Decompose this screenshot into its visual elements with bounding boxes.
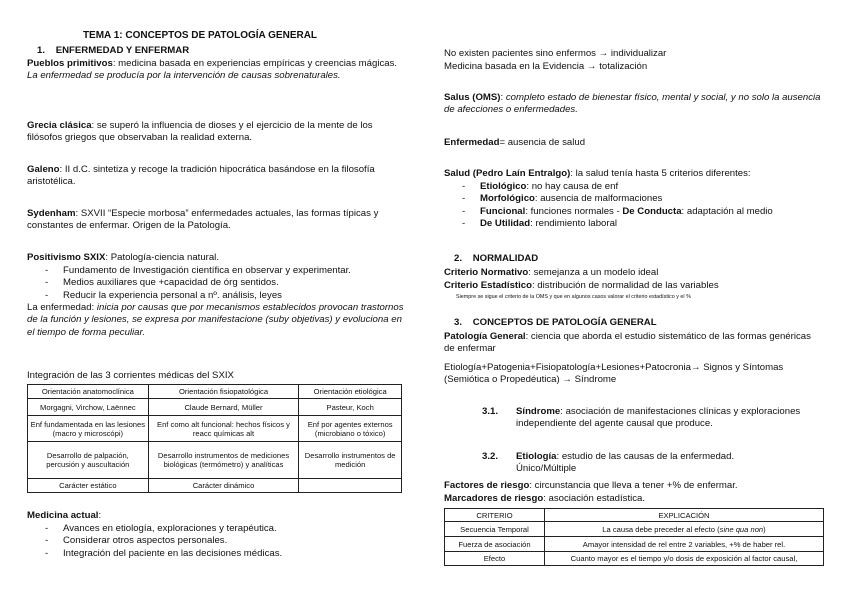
integration-caption: Integración de las 3 corrientes médicas del SXIX <box>27 370 234 381</box>
normativo-line: Criterio Normativo: semejanza a un modelo ideal <box>444 267 659 278</box>
grecia-paragraph: Grecia clásica: se superó la influencia de dioses y el ejercicio de la mente de los filósofos griegos que observaban la realidad externa. <box>27 120 373 144</box>
section-3-heading: 3. CONCEPTOS DE PATOLOGÍA GENERAL <box>454 317 657 328</box>
sydenham-paragraph: Sydenham: SXVII “Especie morbosa” enfermedades actuales, las formas típicas y constantes de enfermar. Origen de la Patología. <box>27 208 379 232</box>
list-item: - Avances en etiología, exploraciones y terapéutica. <box>27 523 417 535</box>
table-cell: Pasteur, Koch <box>299 399 402 416</box>
positivismo-list <box>27 265 417 302</box>
list-item: - Integración del paciente en las decisiones médicas. <box>27 548 417 560</box>
small-note: Siempre se sigue el criterio de la OMS y que en algunos casos valorar el criterio estadístico y el % <box>456 294 691 300</box>
table-cell: Orientación etiológica <box>299 385 402 399</box>
table-cell: Desarrollo instrumentos de medición <box>299 442 402 479</box>
table-cell: Secuencia Temporal <box>445 522 545 537</box>
table-cell <box>299 479 402 493</box>
galeno-paragraph: Galeno: II d.C. sintetiza y recoge la tradición hipocrática basándose en la filosofía aristotélica. <box>27 164 375 188</box>
marcadores-line: Marcadores de riesgo: asociación estadística. <box>444 493 646 504</box>
salud-paragraph: Salud (Pedro Laín Entralgo): la salud tenía hasta 5 criterios diferentes: <box>444 168 751 179</box>
list-item: - Medios auxiliares que +capacidad de órg sentidos. <box>27 277 417 289</box>
table-cell: Enf por agentes externos (microbiano o tóxico) <box>299 416 402 442</box>
table-row <box>445 522 824 537</box>
table-row <box>28 399 402 416</box>
table-cell: Efecto <box>445 552 545 566</box>
page-title: TEMA 1: CONCEPTOS DE PATOLOGÍA GENERAL <box>82 30 318 41</box>
table-cell: Fuerza de asociación <box>445 537 545 552</box>
list-item: - Reducir la experiencia personal a nº. análisis, leyes <box>27 290 417 302</box>
enfermedad-definition: La enfermedad: inicia por causas que por mecanismos establecidos provocan trastornos de la función y lesiones, se expresa por manifestacione (suby objetivas) y evoluciona en el tiempo de forma peculiar. <box>27 302 404 338</box>
table-row <box>28 385 402 399</box>
table-cell: Amayor intensidad de rel entre 2 variables, +% de haber rel. <box>545 537 824 552</box>
medicina-actual-list <box>27 523 417 560</box>
table-cell: Orientación anatomoclínica <box>28 385 149 399</box>
table-row <box>445 537 824 552</box>
table-row <box>445 509 824 522</box>
table-row <box>445 552 824 566</box>
patologia-general-paragraph: Patología General: ciencia que aborda el estudio sistemático de las formas genéricas de enfermar <box>444 331 811 355</box>
table-cell: Morgagni, Virchow, Laënnec <box>28 399 149 416</box>
list-item: - Etiológico: no hay causa de enf <box>444 181 839 193</box>
section-2-heading: 2. NORMALIDAD <box>454 253 539 264</box>
factores-line: Factores de riesgo: circunstancia que lleva a tener +% de enfermar. <box>444 480 738 491</box>
criteria-list <box>444 181 839 231</box>
list-item: - Considerar otros aspectos personales. <box>27 535 417 547</box>
table-cell: Desarrollo instrumentos de mediciones biológicas (termómetro) y analíticas <box>148 442 299 479</box>
table-row <box>28 442 402 479</box>
positivismo-paragraph: Positivismo SXIX: Patología-ciencia natural. <box>27 252 219 263</box>
s31-number: 3.1. <box>482 406 499 417</box>
table-cell: Desarrollo de palpación, percusión y auscultación <box>28 442 149 479</box>
table-cell: Carácter estático <box>28 479 149 493</box>
list-item: - Morfológico: ausencia de malformaciones <box>444 193 839 205</box>
table-header: CRITERIO <box>445 509 545 522</box>
medicina-actual-heading: Medicina actual: <box>27 510 102 521</box>
list-item: - Fundamento de Investigación científica en observar y experimentar. <box>27 265 417 277</box>
list-item: - De Utilidad: rendimiento laboral <box>444 218 839 230</box>
table-cell: Carácter dinámico <box>148 479 299 493</box>
table-cell: Enf fundamentada en las lesiones (macro y microscópi) <box>28 416 149 442</box>
salus-paragraph: Salus (OMS): completo estado de bienestar físico, mental y social, y no solo la ausencia de afecciones o enfermedades. <box>444 92 821 116</box>
pueblos-paragraph: Pueblos primitivos: medicina basada en experiencias empíricas y creencias mágicas. La enfermedad se producía por la intervención de causas sobrenaturales. <box>27 58 398 82</box>
table-row <box>28 416 402 442</box>
list-item: - Funcional: funciones normales - De Conducta: adaptación al medio <box>444 206 839 218</box>
table-row <box>28 479 402 493</box>
table-cell: Enf como alt funcional: hechos físicos y reacc químicas alt <box>148 416 299 442</box>
criteria-table <box>444 508 824 566</box>
table-cell: La causa debe preceder al efecto (sine qua non) <box>545 522 824 537</box>
currents-table <box>27 384 402 493</box>
table-cell: Orientación fisiopatológica <box>148 385 299 399</box>
table-cell: Cuanto mayor es el tiempo y/o dosis de exposición al factor causal, <box>545 552 824 566</box>
s32-number: 3.2. <box>482 451 499 462</box>
evidence-line: Medicina basada en la Evidencia → totalización <box>444 61 648 72</box>
individualize-line: No existen pacientes sino enfermos → individualizar <box>444 48 667 59</box>
enfermedad-line: Enfermedad= ausencia de salud <box>444 137 586 148</box>
sindrome-paragraph: Síndrome: asociación de manifestaciones clínicas y exploraciones independiente del agente causal que produce. <box>516 406 801 430</box>
etiology-chain: Etiología+Patogenia+Fisiopatología+Lesiones+Patocronia→ Signos y Síntomas (Semiótica o Propedéutica) → Síndrome <box>444 362 784 386</box>
estadistico-line: Criterio Estadístico: distribución de normalidad de las variables <box>444 280 719 291</box>
etiologia-paragraph: Etiología: estudio de las causas de la enfermedad. Único/Múltiple <box>516 451 735 475</box>
table-cell: Claude Bernard, Müller <box>148 399 299 416</box>
table-header: EXPLICACIÓN <box>545 509 824 522</box>
section-1-heading: 1. ENFERMEDAD Y ENFERMAR <box>37 45 190 56</box>
